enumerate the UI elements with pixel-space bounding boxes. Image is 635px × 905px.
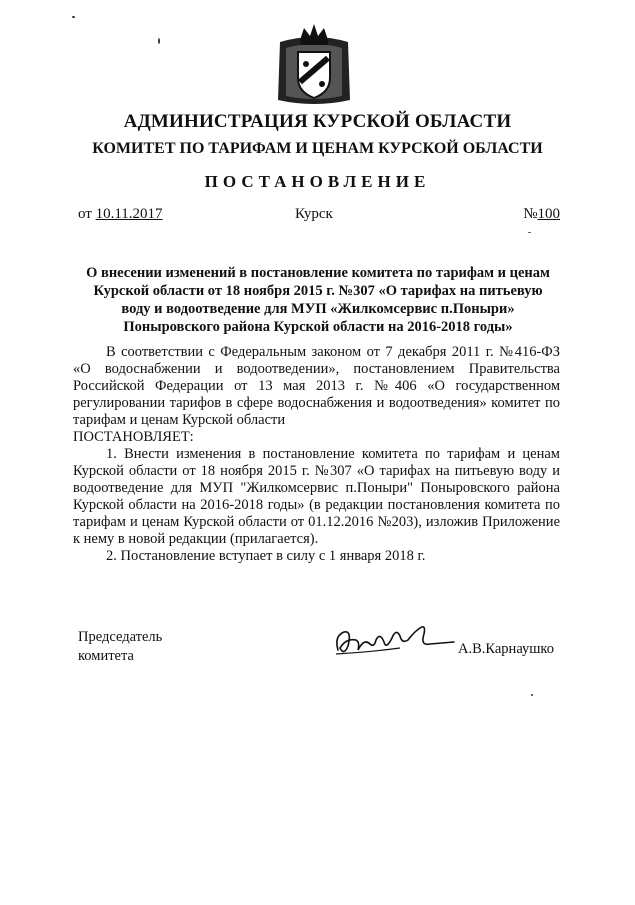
scan-speck — [531, 694, 533, 696]
document-subject: О внесении изменений в постановление комитета по тарифам и ценам Курской области от 18 ноября 2015 г. №307 «О тарифах на питьевую воду и водоотведение для МУП «Жилкомсервис п.Поныри» Поныровского района Курской области на 2016-2018 годы» — [86, 265, 550, 335]
item-2-paragraph: 2. Постановление вступает в силу с 1 января 2018 г. — [106, 548, 426, 564]
item-1-paragraph: 1. Внести изменения в постановление комитета по тарифам и ценам Курской области от 18 ноября 2015 г. №307 «О тарифах на питьевую воду и водоотведение для МУП "Жилкомсервис п.Поныри" Поныровского района Курской области на 2016-2018 годы» (в редакции постановления комитета по тарифам и ценам Курской области от 01.12.2016 №203), изложив Приложение к нему в новой редакции (прилагается). — [73, 446, 560, 547]
document-city: Курск — [295, 206, 333, 222]
preamble-paragraph: В соответствии с Федеральным законом от 7 декабря 2011 г. №416-ФЗ «О водоснабжении и водоотведении», постановлением Правительства Российской Федерации от 13 мая 2013 г. №406 «О государственном регулировании тарифов в сфере водоснабжения и водоотведения» комитет по тарифам и ценам Курской области — [73, 344, 560, 428]
date-line — [78, 206, 560, 226]
resolves-line: ПОСТАНОВЛЯЕТ: — [73, 429, 194, 445]
committee-title: КОМИТЕТ ПО ТАРИФАМ И ЦЕНАМ КУРСКОЙ ОБЛАСТИ — [92, 140, 543, 157]
document-date: от 10.11.2017 — [78, 206, 163, 222]
date-value: 10.11.2017 — [95, 206, 163, 222]
organization-title: АДМИНИСТРАЦИЯ КУРСКОЙ ОБЛАСТИ — [123, 111, 512, 132]
document-type: ПОСТАНОВЛЕНИЕ — [204, 172, 431, 191]
number-value: 100 — [537, 206, 560, 222]
scan-speck — [72, 16, 75, 18]
document-number: №100 — [523, 206, 560, 222]
handwritten-signature — [330, 618, 455, 664]
signatory-name: А.В.Карнаушко — [458, 641, 554, 657]
document-body — [73, 344, 560, 565]
scan-speck — [528, 232, 531, 233]
signatory-role — [78, 628, 162, 666]
coat-of-arms-icon — [270, 22, 358, 110]
role-line-2: комитета — [78, 648, 134, 664]
scan-speck — [158, 38, 160, 44]
role-line-1: Председатель — [78, 629, 163, 645]
